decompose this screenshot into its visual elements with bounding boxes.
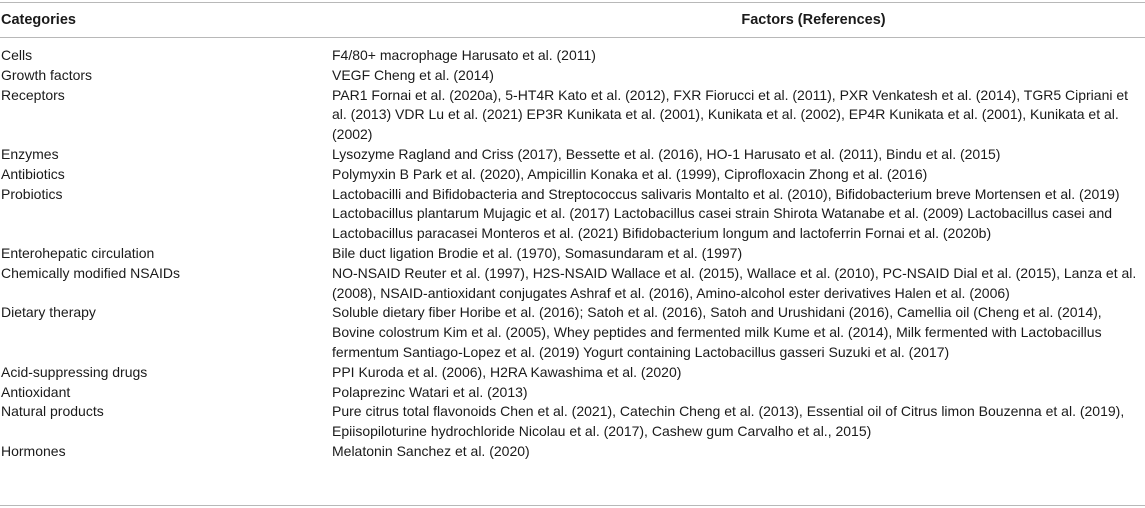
header-categories: Categories [1, 12, 76, 28]
factors-cell: Polaprezinc Watari et al. (2013) [332, 383, 528, 400]
table-row [0, 244, 1145, 264]
factors-cell: Melatonin Sanchez et al. (2020) [332, 442, 530, 459]
table-row [0, 185, 1145, 244]
category-cell: Natural products [1, 403, 104, 420]
category-cell: Cells [1, 47, 33, 63]
header-factors: Factors (References) [741, 12, 886, 28]
factors-cell: Polymyxin B Park et al. (2020), Ampicillin Konaka et al. (1999), Ciprofloxacin Zhong et al. (2016) [332, 165, 928, 182]
table-row [0, 402, 1145, 442]
table-row [0, 383, 1145, 403]
category-cell: Antibiotics [1, 165, 65, 182]
table-bottom-rule [0, 505, 1145, 506]
table-row [0, 303, 1145, 362]
table-row [0, 442, 1145, 462]
factors-cell: Pure citrus total flavonoids Chen et al. (2021), Catechin Cheng et al. (2013), Essential oil of Citrus limon Bouzenna et al. (2019), Epiisopiloturine hydrochloride Nicolau et al. (2017), Cashew gum Carvalho et al., 2015) [332, 403, 1125, 440]
table-header [0, 3, 1145, 38]
factors-cell: PAR1 Fornai et al. (2020a), 5-HT4R Kato et al. (2012), FXR Fiorucci et al. (2011), PXR Venkatesh et al. (2014), TGR5 Cipriani et al. (2013) VDR Lu et al. (2021) EP3R Kunikata et al. (2001), Kunikata et al. (2002), EP4R Kunikata et al. (2001), Kunikata et al. (2002) [332, 86, 1129, 143]
factors-cell: Soluble dietary fiber Horibe et al. (2016); Satoh et al. (2016), Satoh and Urushidani (2016), Camellia oil (Cheng et al. (2014), Bovine colostrum Kim et al. (2005), Whey peptides and fermented milk Kume et al. (2014), Milk fermented with Lactobacillus fermentum Santiago-Lopez et al. (2019) Yogurt containing Lactobacillus gasseri Suzuki et al. (2017) [332, 304, 1102, 360]
factors-cell: PPI Kuroda et al. (2006), H2RA Kawashima et al. (2020) [332, 363, 682, 380]
category-cell: Antioxidant [1, 383, 71, 400]
category-cell: Enterohepatic circulation [1, 244, 155, 261]
category-cell: Dietary therapy [1, 304, 96, 321]
table-row [0, 86, 1145, 145]
table-row [0, 66, 1145, 86]
table-body [0, 38, 1145, 462]
factors-cell: Lysozyme Ragland and Criss (2017), Bessette et al. (2016), HO-1 Harusato et al. (2011), Bindu et al. (2015) [332, 145, 1001, 162]
category-cell: Acid-suppressing drugs [1, 363, 148, 380]
factors-cell: F4/80+ macrophage Harusato et al. (2011) [332, 47, 596, 63]
category-cell: Receptors [1, 86, 65, 103]
category-cell: Growth factors [1, 66, 93, 83]
category-cell: Chemically modified NSAIDs [1, 264, 180, 281]
table-row [0, 46, 1145, 66]
category-cell: Probiotics [1, 185, 63, 202]
table-row [0, 264, 1145, 304]
category-cell: Enzymes [1, 145, 59, 162]
factors-cell: Lactobacilli and Bifidobacteria and Streptococcus salivaris Montalto et al. (2010), Bifidobacterium breve Mortensen et al. (2019) Lactobacillus plantarum Mujagic et al. (2017) Lactobacillus casei strain Shirota Watanabe et al. (2009) Lactobacillus casei and Lactobacillus paracasei Monteros et al. (2021) Bifidobacterium longum and lactoferrin Fornai et al. (2020b) [332, 185, 1120, 242]
factors-cell: VEGF Cheng et al. (2014) [332, 66, 494, 83]
table-row [0, 145, 1145, 165]
factors-cell: Bile duct ligation Brodie et al. (1970), Somasundaram et al. (1997) [332, 244, 743, 261]
factors-table [0, 2, 1145, 462]
factors-cell: NO-NSAID Reuter et al. (1997), H2S-NSAID Wallace et al. (2015), Wallace et al. (2010), PC-NSAID Dial et al. (2015), Lanza et al. (2008), NSAID-antioxidant conjugates Ashraf et al. (2016), Amino-alcohol ester derivatives Halen et al. (2006) [332, 264, 1137, 301]
table-row [0, 363, 1145, 383]
table-row [0, 165, 1145, 185]
category-cell: Hormones [1, 442, 66, 459]
